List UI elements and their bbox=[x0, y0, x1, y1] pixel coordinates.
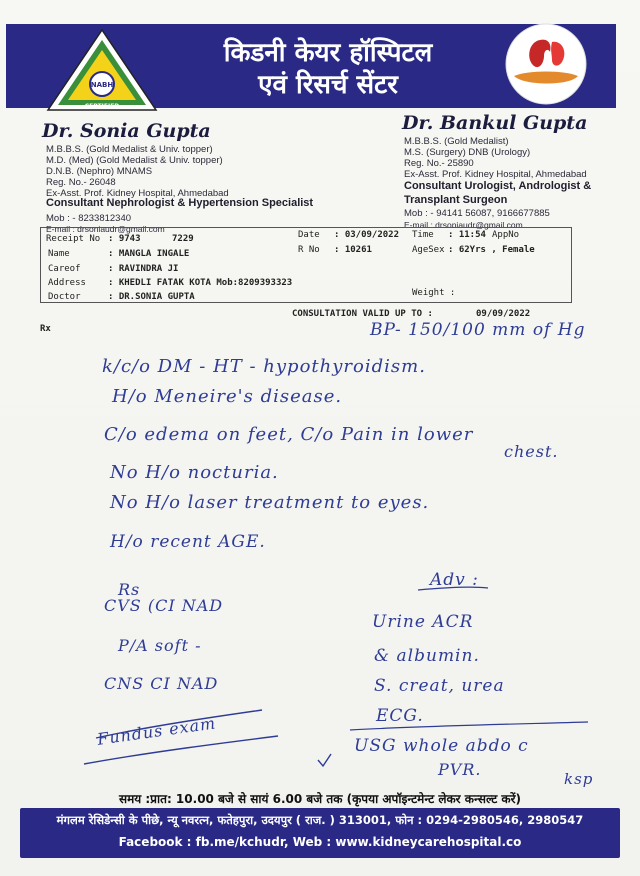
doctor-right-name: Dr. Bankul Gupta bbox=[402, 112, 588, 134]
consultation-valid-label: CONSULTATION VALID UP TO : bbox=[292, 309, 433, 319]
hw-line-6: H/o recent AGE. bbox=[110, 532, 266, 552]
footer-web: Facebook : fb.me/kchudr, Web : www.kidneycarehospital.co bbox=[118, 835, 522, 849]
hw-advice-5b: PVR. bbox=[438, 760, 482, 779]
badge-mid-text: NABH bbox=[90, 81, 114, 89]
doctor-right-email: E-mail : drsoniaudr@gmail.com bbox=[404, 220, 523, 230]
time-label: Time bbox=[412, 230, 434, 240]
doctor-left-name: Dr. Sonia Gupta bbox=[42, 120, 211, 142]
doctor-right-mobile: Mob : - 94141 56087, 9166677885 bbox=[404, 208, 550, 219]
badge-bottom-text: CERTIFIED bbox=[84, 103, 120, 110]
doctor-left-reg: Reg. No.- 26048 bbox=[46, 177, 116, 188]
weight-label: Weight : bbox=[412, 288, 456, 298]
doctor-right-reg: Reg. No.- 25890 bbox=[404, 158, 474, 169]
consultation-valid-date: 09/09/2022 bbox=[476, 309, 531, 319]
name-label: Name bbox=[48, 249, 70, 259]
hospital-name-line2: एवं रिसर्च सेंटर bbox=[258, 70, 398, 100]
hw-cvs: CVS (CI NAD bbox=[104, 596, 224, 615]
hw-cns: CNS CI NAD bbox=[104, 674, 219, 693]
hw-line-3: C/o edema on feet, C/o Pain in lower bbox=[104, 424, 474, 445]
date-value: : 03/09/2022 bbox=[334, 230, 400, 240]
hw-advice-3: S. creat, urea bbox=[374, 676, 505, 696]
rx-symbol: Rx bbox=[40, 324, 51, 334]
doctor-label: Doctor bbox=[48, 292, 81, 302]
doctor-right-role2: Transplant Surgeon bbox=[404, 194, 508, 206]
doctor-left-ex: Ex-Asst. Prof. Kidney Hospital, Ahmedabad bbox=[46, 188, 229, 199]
doctor-right-ex: Ex-Asst. Prof. Kidney Hospital, Ahmedabad bbox=[404, 169, 587, 180]
doctor-right-qual1: M.B.B.S. (Gold Medalist) bbox=[404, 136, 509, 147]
doctor-left-mobile: Mob : - 8233812340 bbox=[46, 213, 132, 224]
agesex-value: : 62Yrs , Female bbox=[448, 245, 535, 255]
doctor-left-qual3: D.N.B. (Nephro) MNAMS bbox=[46, 166, 153, 177]
hw-bp: BP- 150/100 mm of Hg bbox=[370, 320, 586, 340]
hw-advice-4: ECG. bbox=[376, 706, 424, 726]
name-value: : MANGLA INGALE bbox=[108, 249, 190, 259]
hw-advice-1: Urine ACR bbox=[372, 612, 474, 632]
receipt-number-2: 7229 bbox=[172, 234, 194, 244]
doctor-left-qual2: M.D. (Med) (Gold Medalist & Univ. topper) bbox=[46, 155, 223, 166]
rno-label: R No bbox=[298, 245, 320, 255]
doctor-left-role: Consultant Nephrologist & Hypertension Specialist bbox=[46, 197, 314, 209]
doctor-left-email: E-mail : drsoniaudr@gmail.com bbox=[46, 224, 165, 234]
time-value: : 11:54 bbox=[448, 230, 486, 240]
hw-line-4: No H/o nocturia. bbox=[110, 462, 279, 483]
receipt-number: : 9743 bbox=[108, 234, 141, 244]
footer-address: मंगलम रेसिडेन्सी के पीछे, न्यू नवरत्न, फतेहपुरा, उदयपुर ( राज. ) 313001, फोन : 0294-2980546, 2980547 bbox=[56, 813, 584, 827]
doctor-right-role1: Consultant Urologist, Andrologist & bbox=[404, 180, 592, 192]
doctor-value: : DR.SONIA GUPTA bbox=[108, 292, 195, 302]
hw-line-2: H/o Meneire's disease. bbox=[112, 386, 343, 407]
appno-label: AppNo bbox=[492, 230, 520, 240]
hw-line-1: k/c/o DM - HT - hypothyroidism. bbox=[102, 356, 426, 377]
hw-signature: ksp bbox=[564, 770, 594, 788]
timing-note: समय :प्रात: 10.00 बजे से सायं 6.00 बजे तक (कृपया अपॉइन्टमेन्ट लेकर कन्सल्ट करें) bbox=[118, 792, 522, 806]
hw-line-5: No H/o laser treatment to eyes. bbox=[110, 492, 430, 513]
receipt-label: Receipt No bbox=[46, 234, 101, 244]
careof-value: : RAVINDRA JI bbox=[108, 264, 179, 274]
doctor-left-qual1: M.B.B.S. (Gold Medalist & Univ. topper) bbox=[46, 144, 213, 155]
agesex-label: AgeSex bbox=[412, 245, 445, 255]
address-label: Address bbox=[48, 278, 86, 288]
hospital-name-line1: किडनी केयर हॉस्पिटल bbox=[223, 38, 433, 68]
address-value: : KHEDLI FATAK KOTA Mob:8209393323 bbox=[108, 278, 293, 288]
hw-rs: Rs bbox=[118, 580, 141, 599]
date-label: Date bbox=[298, 230, 320, 240]
careof-label: Careof bbox=[48, 264, 81, 274]
hw-advice-heading: Adv : bbox=[430, 570, 479, 590]
hw-pa: P/A soft - bbox=[118, 636, 202, 655]
hw-line-3b: chest. bbox=[504, 442, 559, 461]
hw-advice-2: & albumin. bbox=[374, 646, 480, 666]
doctor-right-qual2: M.S. (Surgery) DNB (Urology) bbox=[404, 147, 531, 158]
hw-advice-5: USG whole abdo c bbox=[354, 736, 529, 756]
hw-fundus: Fundus exam bbox=[96, 713, 218, 749]
rno-value: : 10261 bbox=[334, 245, 372, 255]
